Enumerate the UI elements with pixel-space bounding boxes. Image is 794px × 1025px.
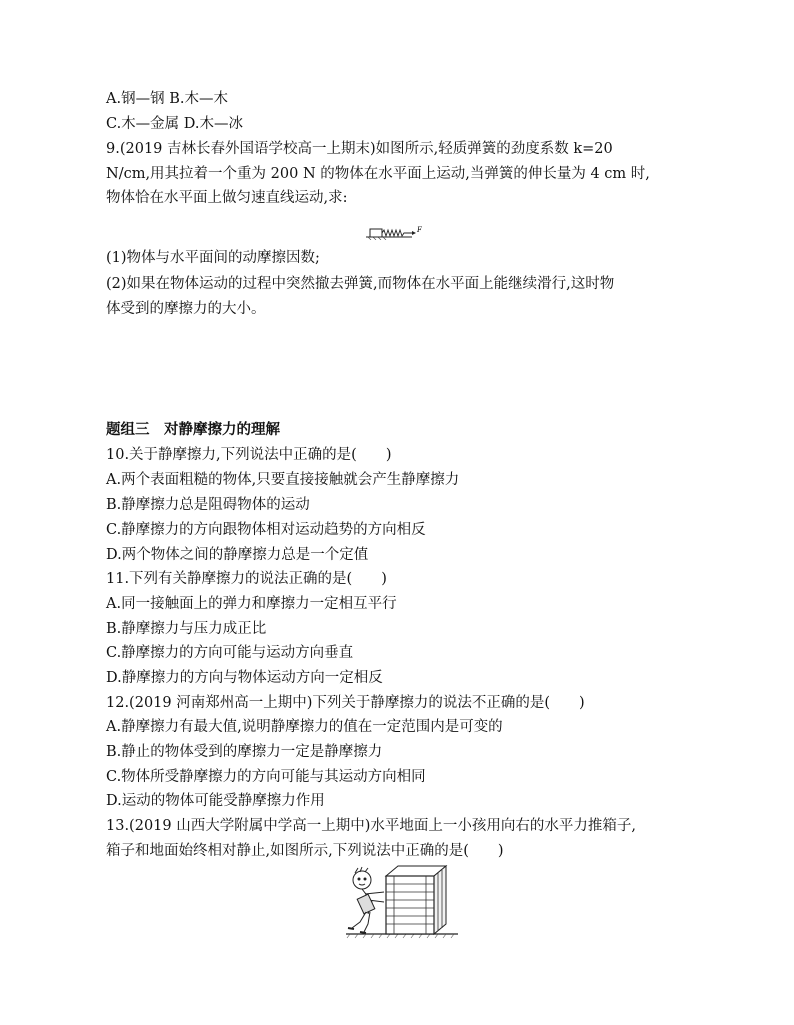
spring-block-figure [366,224,428,240]
child-pushing-box-figure [338,862,462,940]
q13-stem-line-2: 箱子和地面始终相对静止,如图所示,下列说法中正确的是( ) [106,843,504,859]
q9-sub-question-2-line-1: (2)如果在物体运动的过程中突然撤去弹簧,而物体在水平面上能继续滑行,这时物 [106,276,615,292]
q12-option-b: B.静止的物体受到的摩擦力一定是静摩擦力 [106,744,383,760]
q11-stem: 11.下列有关静摩擦力的说法正确的是( ) [106,571,387,587]
q13-stem-line-1: 13.(2019 山西大学附属中学高一上期中)水平地面上一小孩用向右的水平力推箱子, [106,818,636,834]
q12-option-c: C.物体所受静摩擦力的方向可能与其运动方向相同 [106,769,426,785]
q12-option-d: D.运动的物体可能受静摩擦力作用 [106,793,325,809]
q11-option-d: D.静摩擦力的方向与物体运动方向一定相反 [106,670,383,686]
q11-option-b: B.静摩擦力与压力成正比 [106,621,267,637]
q10-option-b: B.静摩擦力总是阻碍物体的运动 [106,497,310,513]
q12-stem: 12.(2019 河南郑州高一上期中)下列关于静摩擦力的说法不正确的是( ) [106,695,585,711]
q9-stem-line-1: 9.(2019 吉林长春外国语学校高一上期末)如图所示,轻质弹簧的劲度系数 k=20 [106,141,613,157]
q9-stem-line-3: 物体恰在水平面上做匀速直线运动,求: [106,190,348,206]
q11-option-c: C.静摩擦力的方向可能与运动方向垂直 [106,645,354,661]
q8-options-line-1: A.钢—钢 B.木—木 [106,91,228,107]
q9-stem-line-2: N/cm,用其拉着一个重为 200 N 的物体在水平面上运动,当弹簧的伸长量为 4 cm 时, [106,166,650,182]
q9-sub-question-1: (1)物体与水平面间的动摩擦因数; [106,250,320,266]
crate-shape [386,866,446,934]
q10-option-c: C.静摩擦力的方向跟物体相对运动趋势的方向相反 [106,522,426,538]
q8-options-line-2: C.木—金属 D.木—冰 [106,116,244,132]
force-label: F [417,226,422,234]
q10-option-a: A.两个表面粗糙的物体,只要直接接触就会产生静摩擦力 [106,472,460,488]
block-shape [370,229,382,237]
q12-option-a: A.静摩擦力有最大值,说明静摩擦力的值在一定范围内是可变的 [106,719,503,735]
group-3-heading: 题组三 对静摩擦力的理解 [106,422,280,438]
q10-option-d: D.两个物体之间的静摩擦力总是一个定值 [106,547,369,563]
q9-sub-question-2-line-2: 体受到的摩擦力的大小。 [106,301,266,317]
spring-shape [382,230,412,236]
q11-option-a: A.同一接触面上的弹力和摩擦力一定相互平行 [106,596,397,612]
q10-stem: 10.关于静摩擦力,下列说法中正确的是( ) [106,447,392,463]
child-shape [348,867,384,933]
